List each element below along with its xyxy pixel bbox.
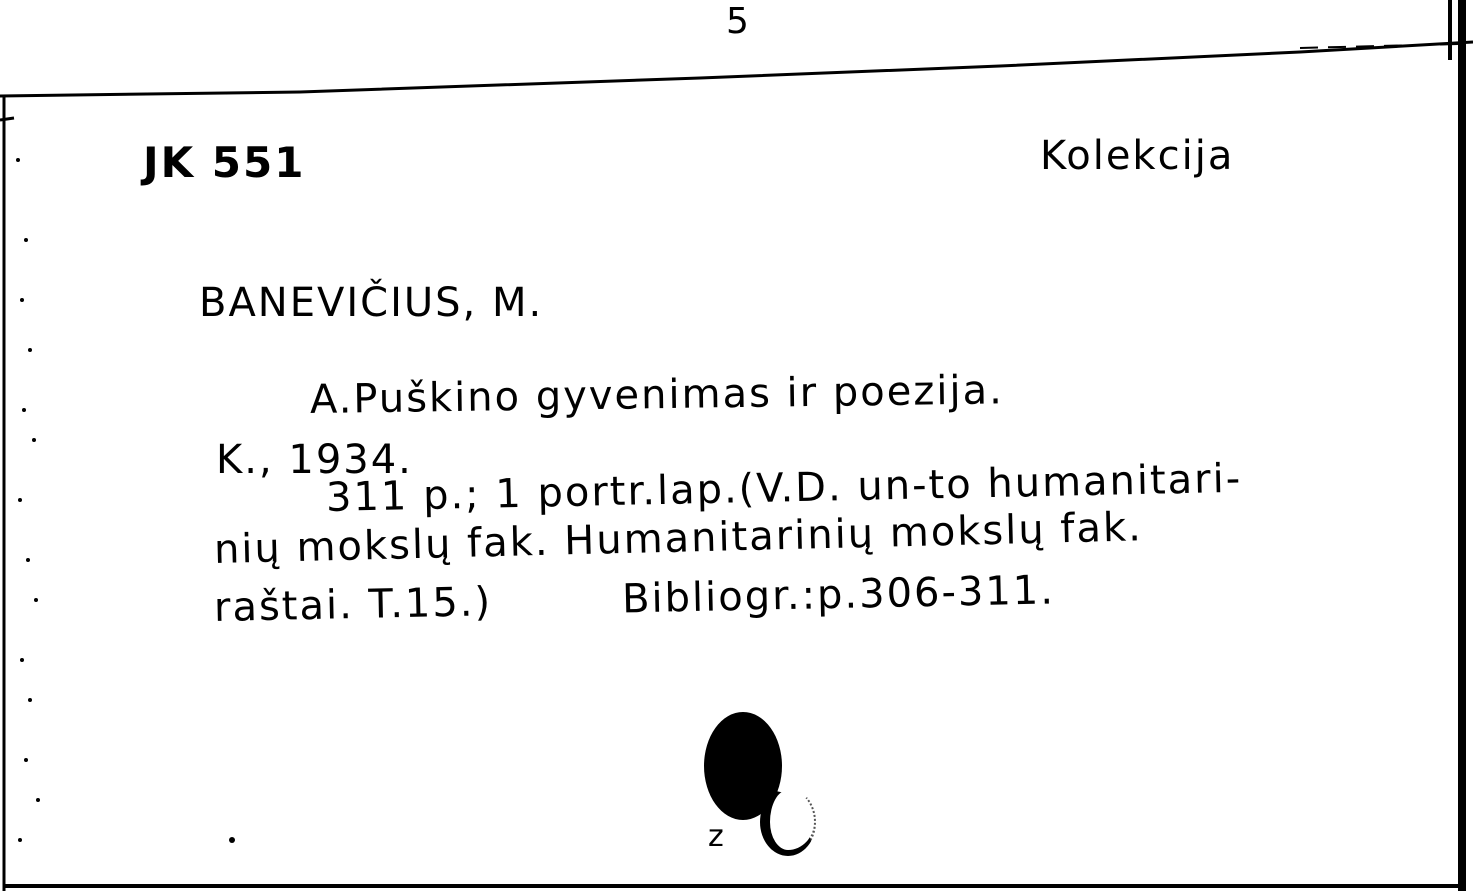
series-note: raštai. T.15.) [213,579,493,631]
book-title: A.Puškino gyvenimas ir poezija. [309,367,1005,423]
collection-label: Kolekcija [1040,133,1235,179]
page-number: 5 [726,1,751,42]
imprint: K., 1934. [216,437,413,483]
collation-line-2: nių mokslų fak. Humanitarinių mokslų fak. [213,504,1144,573]
collation-line-1: 311 p.; 1 portr.lap.(V.D. un-to humanitari- [325,455,1243,521]
punch-hole-shadow [760,788,816,856]
call-number: JK 551 [143,138,306,187]
hole-mark: z [708,819,726,854]
bibliography-note: Bibliogr.:p.306-311. [621,567,1056,623]
author-heading: BANEVIČIUS, M. [199,280,544,326]
